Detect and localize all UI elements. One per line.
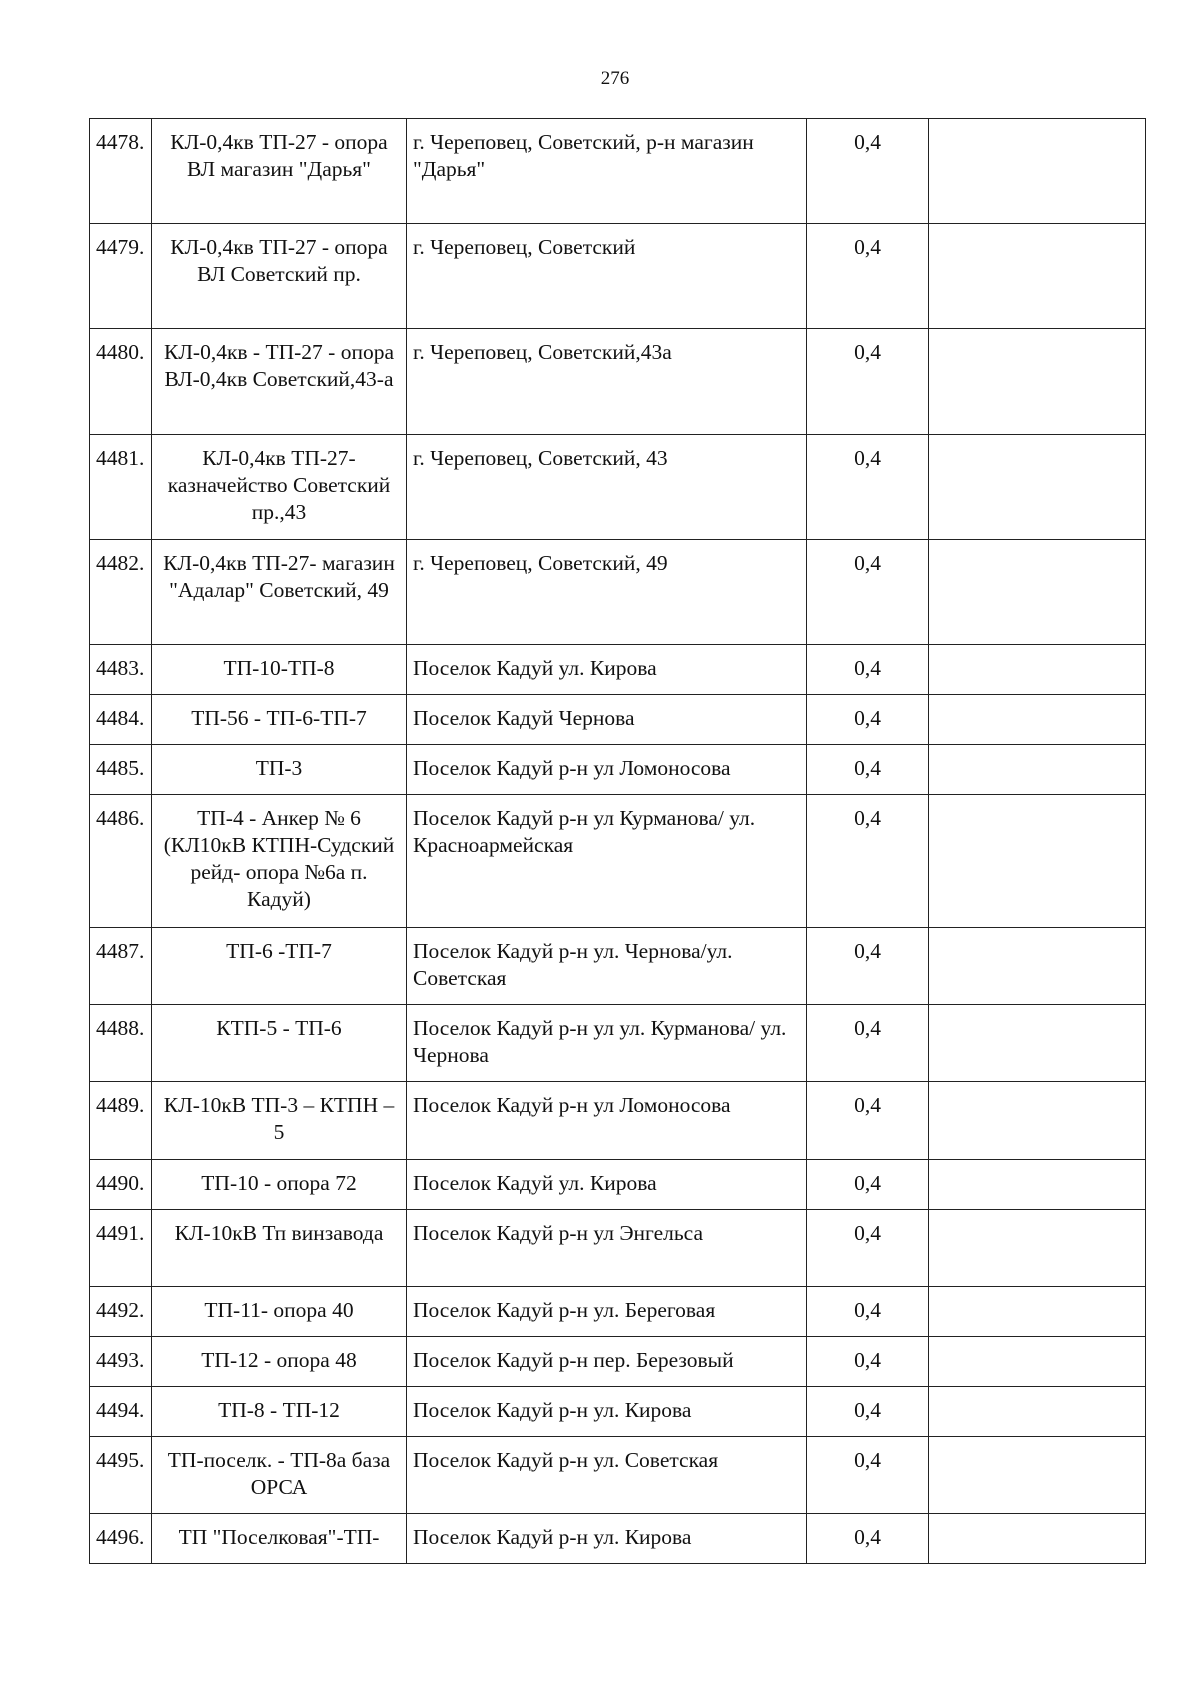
row-note — [929, 1082, 1146, 1160]
line-name: КЛ-10кВ ТП-3 – КТПН – 5 — [152, 1082, 407, 1160]
row-number: 4487. — [90, 928, 152, 1005]
row-note — [929, 745, 1146, 795]
table-row — [90, 329, 1146, 435]
row-note — [929, 1387, 1146, 1437]
table-row — [90, 1437, 1146, 1514]
row-note — [929, 435, 1146, 540]
line-name: ТП-4 - Анкер № 6 (КЛ10кВ КТПН-Судский рейд- опора №6а п. Кадуй) — [152, 795, 407, 928]
line-name: КЛ-0,4кв ТП-27 - опора ВЛ магазин "Дарья" — [152, 119, 407, 224]
line-voltage: 0,4 — [807, 1210, 929, 1287]
row-note — [929, 1210, 1146, 1287]
table-row — [90, 1514, 1146, 1564]
row-number: 4494. — [90, 1387, 152, 1437]
table-row — [90, 795, 1146, 928]
row-number: 4483. — [90, 645, 152, 695]
row-number: 4492. — [90, 1287, 152, 1337]
line-address: г. Череповец, Советский — [407, 224, 807, 329]
row-number: 4485. — [90, 745, 152, 795]
registry-table — [89, 118, 1146, 1564]
row-note — [929, 119, 1146, 224]
row-number: 4496. — [90, 1514, 152, 1564]
row-note — [929, 329, 1146, 435]
line-name: КЛ-0,4кв ТП-27- магазин "Адалар" Советский, 49 — [152, 540, 407, 645]
line-address: Поселок Кадуй р-н ул Курманова/ ул. Красноармейская — [407, 795, 807, 928]
line-address: Поселок Кадуй Чернова — [407, 695, 807, 745]
line-name: КТП-5 - ТП-6 — [152, 1005, 407, 1082]
line-name: ТП-8 - ТП-12 — [152, 1387, 407, 1437]
row-number: 4491. — [90, 1210, 152, 1287]
table-row — [90, 1005, 1146, 1082]
line-voltage: 0,4 — [807, 1082, 929, 1160]
row-number: 4488. — [90, 1005, 152, 1082]
table-row — [90, 1082, 1146, 1160]
row-number: 4484. — [90, 695, 152, 745]
line-name: ТП-10 - опора 72 — [152, 1160, 407, 1210]
line-name: ТП-3 — [152, 745, 407, 795]
line-voltage: 0,4 — [807, 329, 929, 435]
row-number: 4478. — [90, 119, 152, 224]
line-address: г. Череповец, Советский, 49 — [407, 540, 807, 645]
line-name: ТП-11- опора 40 — [152, 1287, 407, 1337]
line-voltage: 0,4 — [807, 119, 929, 224]
row-number: 4495. — [90, 1437, 152, 1514]
table-row — [90, 745, 1146, 795]
line-address: Поселок Кадуй р-н ул. Чернова/ул. Советская — [407, 928, 807, 1005]
row-note — [929, 645, 1146, 695]
row-note — [929, 1337, 1146, 1387]
row-note — [929, 1514, 1146, 1564]
table-row — [90, 435, 1146, 540]
row-number: 4479. — [90, 224, 152, 329]
table-row — [90, 119, 1146, 224]
line-voltage: 0,4 — [807, 695, 929, 745]
line-address: Поселок Кадуй р-н ул. Кирова — [407, 1387, 807, 1437]
table-row — [90, 1337, 1146, 1387]
table-row — [90, 1387, 1146, 1437]
line-address: г. Череповец, Советский, р-н магазин "Дарья" — [407, 119, 807, 224]
line-name: ТП-6 -ТП-7 — [152, 928, 407, 1005]
table-row — [90, 1210, 1146, 1287]
line-voltage: 0,4 — [807, 745, 929, 795]
line-voltage: 0,4 — [807, 795, 929, 928]
row-note — [929, 695, 1146, 745]
row-number: 4481. — [90, 435, 152, 540]
line-voltage: 0,4 — [807, 1387, 929, 1437]
table-row — [90, 695, 1146, 745]
row-note — [929, 1160, 1146, 1210]
page-number: 276 — [600, 68, 630, 89]
line-address: Поселок Кадуй р-н ул Энгельса — [407, 1210, 807, 1287]
line-name: ТП-12 - опора 48 — [152, 1337, 407, 1387]
line-voltage: 0,4 — [807, 224, 929, 329]
line-voltage: 0,4 — [807, 1514, 929, 1564]
line-address: Поселок Кадуй р-н ул Ломоносова — [407, 745, 807, 795]
line-name: ТП-56 - ТП-6-ТП-7 — [152, 695, 407, 745]
row-number: 4489. — [90, 1082, 152, 1160]
line-address: Поселок Кадуй р-н пер. Березовый — [407, 1337, 807, 1387]
line-name: КЛ-0,4кв - ТП-27 - опора ВЛ-0,4кв Советский,43-а — [152, 329, 407, 435]
row-note — [929, 1437, 1146, 1514]
line-address: Поселок Кадуй р-н ул. Береговая — [407, 1287, 807, 1337]
line-voltage: 0,4 — [807, 1337, 929, 1387]
line-address: г. Череповец, Советский, 43 — [407, 435, 807, 540]
line-address: Поселок Кадуй ул. Кирова — [407, 1160, 807, 1210]
line-voltage: 0,4 — [807, 645, 929, 695]
table-row — [90, 224, 1146, 329]
line-address: г. Череповец, Советский,43а — [407, 329, 807, 435]
line-address: Поселок Кадуй р-н ул. Кирова — [407, 1514, 807, 1564]
row-number: 4490. — [90, 1160, 152, 1210]
line-voltage: 0,4 — [807, 928, 929, 1005]
line-voltage: 0,4 — [807, 1287, 929, 1337]
table-row — [90, 540, 1146, 645]
line-address: Поселок Кадуй ул. Кирова — [407, 645, 807, 695]
row-number: 4486. — [90, 795, 152, 928]
row-note — [929, 540, 1146, 645]
line-address: Поселок Кадуй р-н ул ул. Курманова/ ул. Чернова — [407, 1005, 807, 1082]
line-name: КЛ-0,4кв ТП-27 - опора ВЛ Советский пр. — [152, 224, 407, 329]
line-address: Поселок Кадуй р-н ул Ломоносова — [407, 1082, 807, 1160]
line-voltage: 0,4 — [807, 1005, 929, 1082]
row-number: 4482. — [90, 540, 152, 645]
row-number: 4480. — [90, 329, 152, 435]
line-name: ТП "Поселковая"-ТП- — [152, 1514, 407, 1564]
line-name: ТП-10-ТП-8 — [152, 645, 407, 695]
table-row — [90, 1160, 1146, 1210]
row-note — [929, 928, 1146, 1005]
row-number: 4493. — [90, 1337, 152, 1387]
line-name: КЛ-0,4кв ТП-27- казначейство Советский пр.,43 — [152, 435, 407, 540]
line-name: ТП-поселк. - ТП-8а база ОРСА — [152, 1437, 407, 1514]
row-note — [929, 1005, 1146, 1082]
row-note — [929, 1287, 1146, 1337]
line-name: КЛ-10кВ Тп винзавода — [152, 1210, 407, 1287]
line-voltage: 0,4 — [807, 540, 929, 645]
row-note — [929, 224, 1146, 329]
line-voltage: 0,4 — [807, 1160, 929, 1210]
line-voltage: 0,4 — [807, 1437, 929, 1514]
table-row — [90, 928, 1146, 1005]
table-row — [90, 645, 1146, 695]
line-address: Поселок Кадуй р-н ул. Советская — [407, 1437, 807, 1514]
line-voltage: 0,4 — [807, 435, 929, 540]
row-note — [929, 795, 1146, 928]
table-row — [90, 1287, 1146, 1337]
